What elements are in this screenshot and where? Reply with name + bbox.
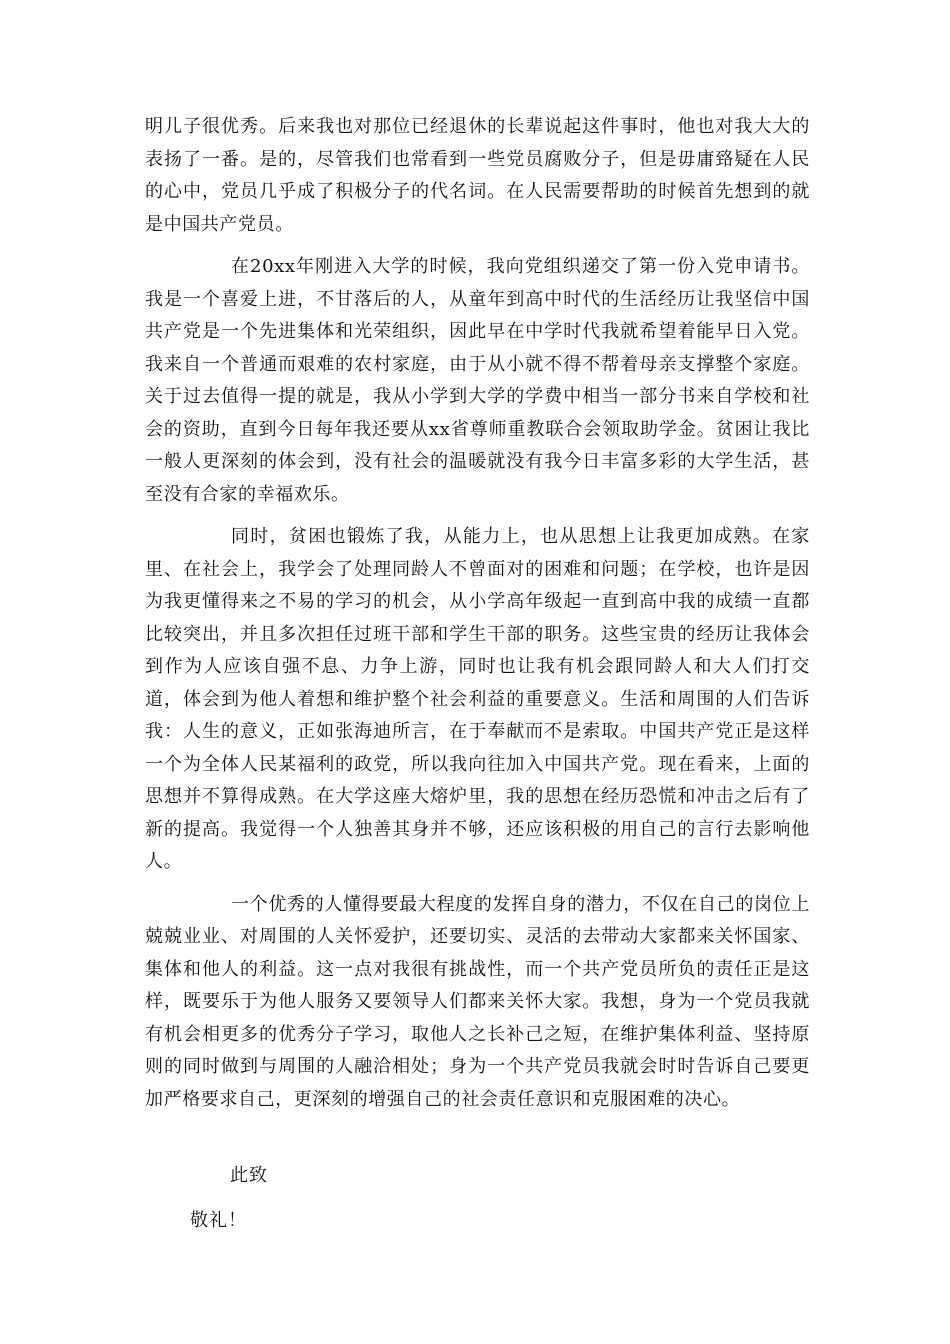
- paragraph-4: 一个优秀的人懂得要最大程度的发挥自身的潜力，不仅在自己的岗位上兢兢业业、对周围的人关怀爱护，还要切实、灵活的去带动大家都来关怀国家、集体和他人的利益。这一点对我很有挑战性，而一个共产党员所负的责任正是这样，既要乐于为他人服务又要领导人们都来关怀大家。我想，身为一个党员我就有机会相更多的优秀分子学习，取他人之长补己之短，在维护集体利益、坚持原则的同时做到与周围的人融洽相处；身为一个共产党员我就会时时告诉自己要更加严格要求自己，更深刻的增强自己的社会责任意识和克服困难的决心。: [145, 893, 810, 1110]
- closing-regards: 敬礼！: [190, 1210, 247, 1231]
- paragraph-3: 同时，贫困也锻炼了我，从能力上，也从思想上让我更加成熟。在家里、在社会上，我学会了处理同龄人不曾面对的困难和问题；在学校，也许是因为我更懂得来之不易的学习的机会，从小学高年级起一直到高中我的成绩一直都比较突出，并且多次担任过班干部和学生干部的职务。这些宝贵的经历让我体会到作为人应该自强不息、力争上游，同时也让我有机会跟同龄人和大人们打交道，体会到为他人着想和维护整个社会利益的重要意义。生活和周围的人们告诉我：人生的意义，正如张海迪所言，在于奉献而不是索取。中国共产党正是这样一个为全体人民某福利的政党，所以我向往加入中国共产党。现在看来，上面的思想并不算得成熟。在大学这座大熔炉里，我的思想在经历恐慌和冲击之后有了新的提高。我觉得一个人独善其身并不够，还应该积极的用自己的言行去影响他人。: [145, 526, 810, 872]
- letter-body: [145, 111, 810, 1126]
- closing-salutation: 此致: [230, 1165, 268, 1186]
- paragraph-1: 明儿子很优秀。后来我也对那位已经退休的长辈说起这件事时，他也对我大大的表扬了一番。是的，尽管我们也常看到一些党员腐败分子，但是毋庸臵疑在人民的心中，党员几乎成了积极分子的代名词。在人民需要帮助的时候首先想到的就是中国共产党员。: [145, 116, 810, 235]
- paragraph-2: 在20xx年刚进入大学的时候，我向党组织递交了第一份入党申请书。我是一个喜爱上进，不甘落后的人，从童年到高中时代的生活经历让我坚信中国共产党是一个先进集体和光荣组织，因此早在中学时代我就希望着能早日入党。我来自一个普通而艰难的农村家庭，由于从小就不得不帮着母亲支撑整个家庭。关于过去值得一提的就是，我从小学到大学的学费中相当一部分书来自学校和社会的资助，直到今日每年我还要从xx省尊师重教联合会领取助学金。贫困让我比一般人更深刻的体会到，没有社会的温暖就没有我今日丰富多彩的大学生活，甚至没有合家的幸福欢乐。: [145, 256, 810, 505]
